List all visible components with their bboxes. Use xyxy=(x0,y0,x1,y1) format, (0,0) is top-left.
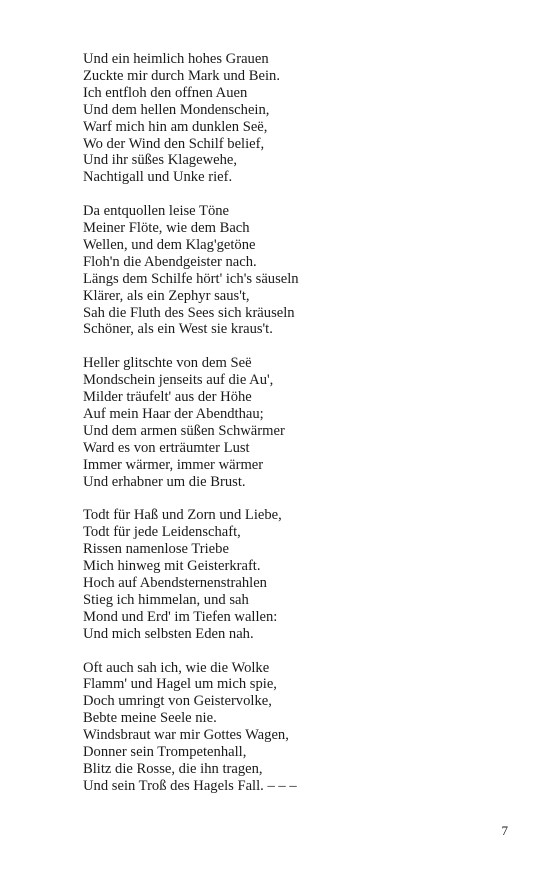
stanza-2 xyxy=(83,203,503,338)
poem-line: Zuckte mir durch Mark und Bein. xyxy=(83,67,280,84)
poem-line: Donner sein Trompetenhall, xyxy=(83,744,247,761)
poem-line: Und dem armen süßen Schwärmer xyxy=(83,422,285,439)
poem-line: Milder träufelt' aus der Höhe xyxy=(83,389,252,406)
stanza-5 xyxy=(83,660,503,795)
stanza-4 xyxy=(83,507,503,642)
poem-line: Rissen namenlose Triebe xyxy=(83,541,229,558)
poem-line: Warf mich hin am dunklen Seë, xyxy=(83,118,268,135)
poem-line: Flamm' und Hagel um mich spie, xyxy=(83,676,277,693)
poem-line: Hoch auf Abendsternenstrahlen xyxy=(83,575,267,592)
poem-line: Da entquollen leise Töne xyxy=(83,203,230,220)
poem-line: Ward es von erträumter Lust xyxy=(83,439,250,456)
poem-line: Nachtigall und Unke rief. xyxy=(83,169,233,186)
poem-line: Schöner, als ein West sie kraus't. xyxy=(83,321,273,338)
poem-line: Mich hinweg mit Geisterkraft. xyxy=(83,558,261,575)
stanza-3 xyxy=(83,355,503,490)
poem-line: Oft auch sah ich, wie die Wolke xyxy=(83,659,270,676)
poem-line: Und erhabner um die Brust. xyxy=(83,473,246,490)
poem-line: Windsbraut war mir Gottes Wagen, xyxy=(83,727,289,744)
stanza-1 xyxy=(83,51,503,186)
page-number: 7 xyxy=(501,823,508,838)
poem-line: Todt für Haß und Zorn und Liebe, xyxy=(83,507,282,524)
poem-line: Klärer, als ein Zephyr saus't, xyxy=(83,287,250,304)
poem-line: Bebte meine Seele nie. xyxy=(83,710,217,727)
poem-line: Mondschein jenseits auf die Au', xyxy=(83,372,274,389)
poem-line: Und ein heimlich hohes Grauen xyxy=(83,51,269,67)
poem-line: Mond und Erd' im Tiefen wallen: xyxy=(83,608,278,625)
poem-line: Und ihr süßes Klagewehe, xyxy=(83,152,238,169)
poem-line: Doch umringt von Geistervolke, xyxy=(83,693,272,710)
poem-line: Meiner Flöte, wie dem Bach xyxy=(83,220,250,237)
poem-line: Und dem hellen Mondenschein, xyxy=(83,101,270,118)
poem-line: Und sein Troß des Hagels Fall. – – – xyxy=(83,777,297,794)
poem-line: Und mich selbsten Eden nah. xyxy=(83,625,254,642)
poem-line: Längs dem Schilfe hört' ich's säuseln xyxy=(83,270,299,287)
poem-line: Sah die Fluth des Sees sich kräuseln xyxy=(83,304,295,321)
poem-line: Auf mein Haar der Abendthau; xyxy=(83,406,264,422)
poem-line: Floh'n die Abendgeister nach. xyxy=(83,253,257,270)
poem-line: Stieg ich himmelan, und sah xyxy=(83,591,249,608)
poem-line: Heller glitschte von dem Seë xyxy=(83,355,252,372)
poem-line: Wellen, und dem Klag'getöne xyxy=(83,236,256,253)
poem-body xyxy=(83,51,503,812)
poem-line: Ich entfloh den offnen Auen xyxy=(83,84,248,101)
poem-line: Immer wärmer, immer wärmer xyxy=(83,456,264,473)
poem-line: Blitz die Rosse, die ihn tragen, xyxy=(83,761,263,777)
poem-line: Wo der Wind den Schilf belief, xyxy=(83,135,265,152)
poem-line: Todt für jede Leidenschaft, xyxy=(83,524,241,541)
